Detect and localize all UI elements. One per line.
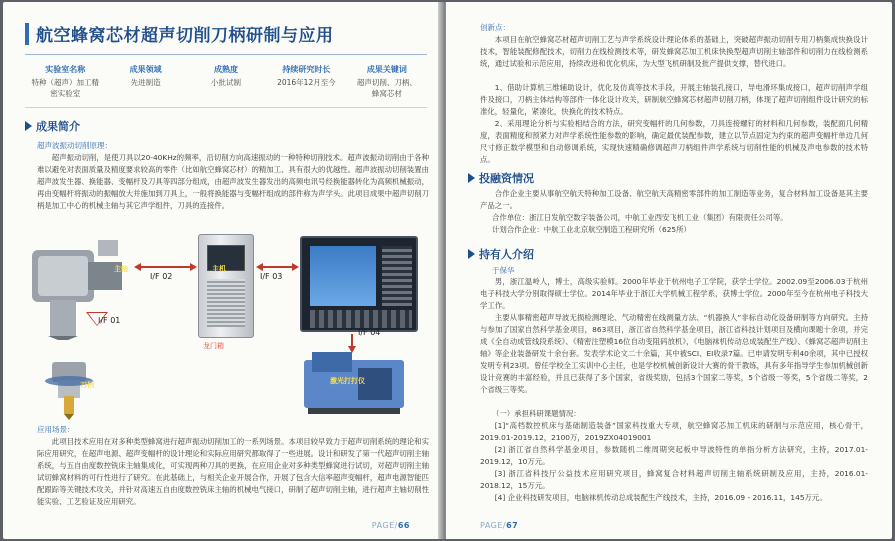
title-divider <box>25 54 427 55</box>
section-title: 投融资情况 <box>479 172 534 185</box>
interface-label-03: I/F 03 <box>260 272 283 281</box>
arrow-if03 <box>262 266 294 268</box>
arrow-if02 <box>140 266 192 268</box>
meta-keywords <box>347 64 427 99</box>
page-title: 航空蜂窝芯材超声切削刀柄研制与应用 <box>36 26 334 46</box>
title-accent-bar <box>25 23 29 45</box>
principle-subheading: 超声波振动切削原理： <box>37 141 112 150</box>
interface-label-02: I/F 02 <box>150 272 173 281</box>
tool-holder-image <box>38 360 118 420</box>
project-item: [3] 浙江省科技厅公益技术应用研究项目，蜂窝复合材料超声切削主轴系统研制及应用，主持，2016.01-2018.12，15万元。 <box>480 469 868 490</box>
holder-name: 于保华 <box>492 266 515 275</box>
meta-head: 持续研究时长 <box>282 65 331 74</box>
application-subheading: 应用场景： <box>37 425 75 434</box>
left-page <box>3 2 442 539</box>
tool-label: 刀柄 <box>80 381 94 389</box>
meta-value: 先进制造 <box>130 78 161 87</box>
page-number-right <box>480 521 518 530</box>
meta-head: 成熟度 <box>214 65 239 74</box>
controller-grille <box>207 279 245 327</box>
triangle-bullet-icon <box>25 121 32 131</box>
arrow-left-icon <box>256 263 263 271</box>
controller-caption: 龙门箱 <box>203 342 224 350</box>
project-item: [1]“高档数控机床与基础制造装备”国家科技重大专项，航空蜂窝芯加工机床的研制与示范应用，核心骨干，2019.01-2019.12，2100万，2019ZX04019001 <box>480 421 868 442</box>
page-prefix: PAGE/ <box>480 521 507 530</box>
innovation-subheading: 创新点： <box>480 23 510 32</box>
meta-value: 超声切削、刀柄、蜂窝芯材 <box>356 78 417 98</box>
right-page <box>446 2 892 539</box>
spindle-label: 主轴 <box>114 265 128 273</box>
holder-research: 主要从事精密超声导波无损检测理论、气动精密在线测量方法、“机器换人”非标自动化设备研制等方向研究。主持与参加了国家自然科学基金项目，863项目，浙江省自然科学基金项目，浙江省科技计划项目及横向课题十余项，并完成《全自动成管线段系统》、《精密注塑模16位自动变阻码放机》，《电脑袜机传动总成装配生产线》、《蜂窝芯超声切削主轴》等企业装备研发十余台套。发表学术论文二十余篇，其中被SCI、EI收录7篇。已申请发明专利40余项，其中已授权发明专利23项。曾任学校全工实训中心主任，也是学校机械创新设计大赛的骨干教练，具有多年指导学生参加机械创新设计竞赛的丰富经验，并且已获得了多个国家，省级奖励，包括3个国家二等奖，5个省级一等奖，5个省级二等奖，2个省级三等奖。 <box>480 313 868 394</box>
spindle-image <box>28 232 138 340</box>
project-item: [2] 浙江省自然科学基金项目，参数随机二维周期突起板中导波特性的单指分析方法研究，主持，2017.01-2019.12，10万元。 <box>480 445 868 466</box>
plan-line: 计划合作企业：中航工业北京航空制造工程研究所（625所） <box>492 225 691 234</box>
system-diagram <box>28 230 428 420</box>
partners-line: 合作单位：浙江日发航空数字装备公司，中航工业西安飞机工业（集团）有限责任公司等。 <box>492 213 788 222</box>
cnc-panel <box>300 236 418 332</box>
meta-lab <box>25 64 105 99</box>
innovation-paragraph-3: 2、采用理论分析与实验相结合的方法，研究变幅杆的几何参数，刀具连接螺钉的材料和几何参数，装配面几何精度，表面精度和预紧力对声学系统性能参数的影响，确定最优装配参数，建立以节点固定为约束的超声变幅杆单边几何尺寸修正数学模型和自动修调系统，实现快速精确修调超声刀柄组件声学系统与切削性能的机械及声电参数的技术特点。 <box>480 119 868 164</box>
interface-label-04: I/F 04 <box>358 328 381 337</box>
cnc-buttons <box>310 310 412 328</box>
triangle-bullet-icon <box>468 173 475 183</box>
meta-head: 成果领域 <box>129 65 162 74</box>
cnc-keys <box>382 246 412 306</box>
cnc-screen <box>310 246 376 306</box>
meta-value: 小批试制 <box>211 78 242 87</box>
page-prefix: PAGE/ <box>371 521 398 530</box>
interface-label-01: I/F 01 <box>98 316 121 325</box>
meta-value: 2016年12月至今 <box>277 78 336 87</box>
meta-head: 实验室名称 <box>45 65 86 74</box>
meta-duration <box>266 64 346 99</box>
section-title: 成果简介 <box>36 120 80 133</box>
section-summary-heading <box>25 118 80 134</box>
triangle-bullet-icon <box>468 249 475 259</box>
projects-heading: （一）承担科研课题情况： <box>492 409 581 418</box>
meta-maturity <box>186 64 266 99</box>
controller-label: 主机 <box>212 265 226 273</box>
machine-label: 激光打打仪 <box>330 377 365 385</box>
innovation-paragraph-2: 1、借助计算机三维辅助设计，优化及仿真等技术手段，开展主轴装孔接口，导电滑环集成接口，超声切削声学组件及接口，刀柄主体结构等部件一体化设计攻关，研制航空蜂窝芯材超声切削刀柄，体现了超声切削组件设计研究的标准化，轻量化，紧凑化，快换化的技术特点。 <box>480 83 868 116</box>
holder-bio: 男，浙江温岭人，博士，高级实验师。2000年毕业于杭州电子工学院，获学士学位。2002.09至2006.03于杭州电子科技大学分别取得硕士学位。2014年毕业于浙江大学机械工程学系，获博士学位。2000年至今在杭州电子科技大学工作。 <box>480 277 868 310</box>
meta-field <box>105 64 185 99</box>
arrow-right-icon <box>292 263 299 271</box>
section-title: 持有人介绍 <box>479 248 534 261</box>
application-paragraph: 此项目技术应用在对多种类型蜂窝进行超声振动切削加工的一系列场景。本项目较早致力于超声切削系统的理论和实际应用研究，在超声电源、超声变幅杆的设计理论和实际应用研究都取得了一些进展。设计和研发了第一代超声切削主轴系统，与五自由度数控铣床主轴集成化，可实现两种刀具的更换，在应用企业对多种类型蜂窝进行试切，对超声切削主轴试切蜂窝材料的可行性进行了研究。在此基础上，与相关企业开展合作，开展了包含大信率超声变幅杆，超声电源智能匹配跟踪等关键技术攻关，并针对高速五自由度数控铣床主轴的机械电气接口，研制了超声切削主轴，进行超声主轴切削性能实验、工艺验证及应用研究。 <box>37 437 429 506</box>
innovation-paragraph-1: 本项目在航空蜂窝芯材超声切削工艺与声学系统设计理论体系的基础上，突破超声振动切削专用刀柄集成快换设计技术，智能装配修配技术，切削力在线检测技术等，研发蜂窝芯加工机床快换型超声切削主轴部件和切削力在线检测系统，通过试验和示范应用，持续改进和优化机床，为大型飞机研制及批产提供支撑，替代进口。 <box>480 35 868 68</box>
investment-paragraph: 合作企业主要从事航空航天特种加工设备、航空航天高精密零部件的加工制造等业务，复合材料加工设备是其主要产品之一。 <box>480 189 868 210</box>
page-number: 66 <box>397 521 410 530</box>
project-item: [4] 企业科技研发项目，电脑袜机传动总成装配生产线技术，主持，2016.09 - 2016.11，145万元。 <box>494 493 827 502</box>
meta-head: 成果关键词 <box>366 65 407 74</box>
arrow-right-icon <box>190 263 197 271</box>
arrow-left-icon <box>134 263 141 271</box>
section-holder-heading <box>468 246 534 262</box>
meta-divider <box>25 107 427 108</box>
page-number-left <box>372 521 410 530</box>
meta-value: 特种（超声）加工精密实验室 <box>31 78 99 98</box>
principle-paragraph: 超声振动切削，是使刀具以20-40KHz的频率，沿切削方向高速振动的一种特种切削技术。超声波振动切削由于各种难以避免对表面质量及精度要求较高的零件（比如航空蜂窝芯材）的精加工、具有很大的优越性。超声波振动切削装置由超声波发生器、换能器、变幅杆及刀具等四部分组成，由超声波发生器发出的高频电讯号经换能器转化为高频机械振动，再由变幅杆将振动的振幅放大并施加到刀具上，一般将换能器与变幅杆组成的部件称为声学头。此项目成果中超声切削刀柄是加工中心的机械主轴与其它声学组件，刀具的连接件。 <box>37 153 429 210</box>
section-investment-heading <box>468 170 534 186</box>
page-number: 67 <box>506 521 519 530</box>
meta-table <box>25 64 427 99</box>
controller-box <box>198 234 254 338</box>
